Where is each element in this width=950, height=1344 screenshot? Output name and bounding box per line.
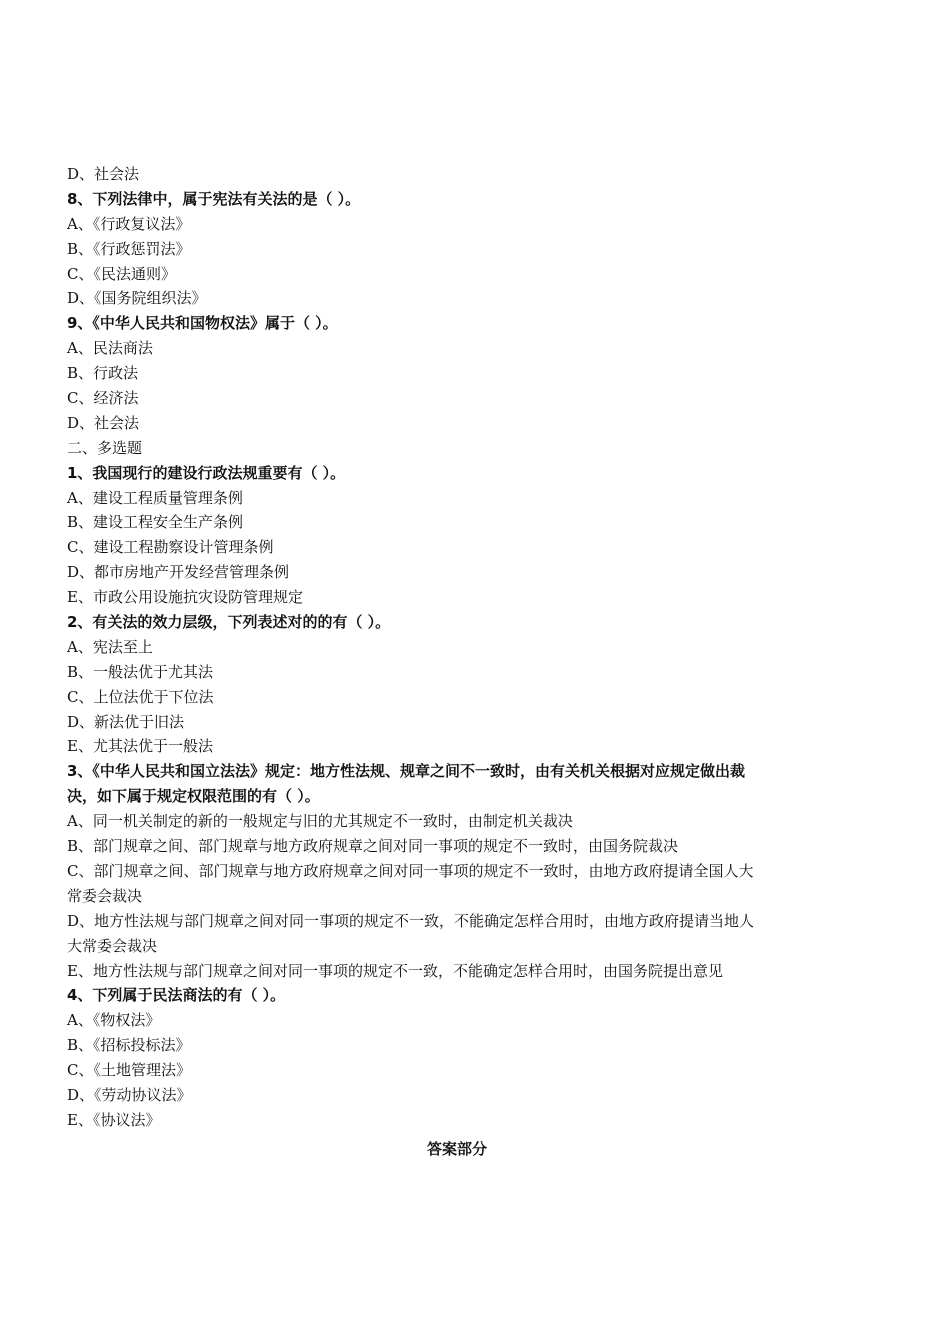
question-stem: 1、我国现行的建设行政法规重要有（ ）。 (67, 463, 346, 482)
question-stem: 决，如下属于规定权限范围的有（ ）。 (67, 787, 320, 806)
option-line: B、一般法优于尤其法 (67, 662, 214, 681)
option-line: D、《国务院组织法》 (67, 289, 207, 308)
option-line: C、部门规章之间、部门规章与地方政府规章之间对同一事项的规定不一致时，由地方政府提请全国人大 (67, 861, 754, 880)
option-line: A、《物权法》 (67, 1011, 161, 1030)
option-line: E、尤其法优于一般法 (67, 737, 213, 756)
option-line: D、社会法 (67, 413, 140, 432)
question-stem: 4、下列属于民法商法的有（ ）。 (67, 986, 286, 1005)
option-line: D、社会法 (67, 165, 140, 183)
option-line: B、《行政惩罚法》 (67, 239, 191, 258)
option-line: A、宪法至上 (67, 637, 153, 656)
question-list (67, 162, 867, 1133)
option-line: A、《行政复议法》 (67, 214, 191, 233)
option-line: D、新法优于旧法 (67, 712, 185, 731)
option-line: B、建设工程安全生产条例 (67, 513, 244, 532)
question-stem: 2、有关法的效力层级，下列表述对的的有（ ）。 (67, 613, 391, 632)
option-line: A、民法商法 (67, 339, 153, 358)
option-line: C、《土地管理法》 (67, 1061, 191, 1080)
question-stem: 8、下列法律中，属于宪法有关法的是（ ）。 (67, 189, 361, 208)
option-line: 常委会裁决 (67, 886, 143, 905)
option-line: E、地方性法规与部门规章之间对同一事项的规定不一致，不能确定怎样合用时，由国务院提出意见 (67, 961, 723, 980)
question-stem: 3、《中华人民共和国立法法》规定：地方性法规、规章之间不一致时，由有关机关根据对应规定做出裁 (67, 762, 745, 781)
option-line: B、行政法 (67, 364, 139, 383)
document-body (67, 162, 867, 1161)
answer-section-heading: 答案部分 (426, 1139, 487, 1158)
option-line: C、建设工程勘察设计管理条例 (67, 538, 274, 557)
option-line: E、市政公用设施抗灾设防管理规定 (67, 588, 303, 607)
option-line: E、《协议法》 (67, 1110, 161, 1129)
option-line: C、《民法通则》 (67, 264, 176, 283)
option-line: D、《劳动协议法》 (67, 1085, 192, 1104)
option-line: D、都市房地产开发经营管理条例 (67, 563, 290, 582)
option-line: C、经济法 (67, 389, 139, 408)
question-stem: 9、《中华人民共和国物权法》属于（ ）。 (67, 314, 338, 333)
option-line: C、上位法优于下位法 (67, 687, 214, 706)
option-line: B、部门规章之间、部门规章与地方政府规章之间对同一事项的规定不一致时，由国务院裁决 (67, 837, 679, 856)
option-line: 二、多选题 (67, 438, 143, 457)
option-line: B、《招标投标法》 (67, 1036, 191, 1055)
option-line: A、建设工程质量管理条例 (67, 488, 243, 507)
option-line: D、地方性法规与部门规章之间对同一事项的规定不一致，不能确定怎样合用时，由地方政府提请当地人 (67, 911, 755, 930)
option-line: 大常委会裁决 (67, 936, 158, 955)
option-line: A、同一机关制定的新的一般规定与旧的尤其规定不一致时，由制定机关裁决 (67, 812, 573, 831)
